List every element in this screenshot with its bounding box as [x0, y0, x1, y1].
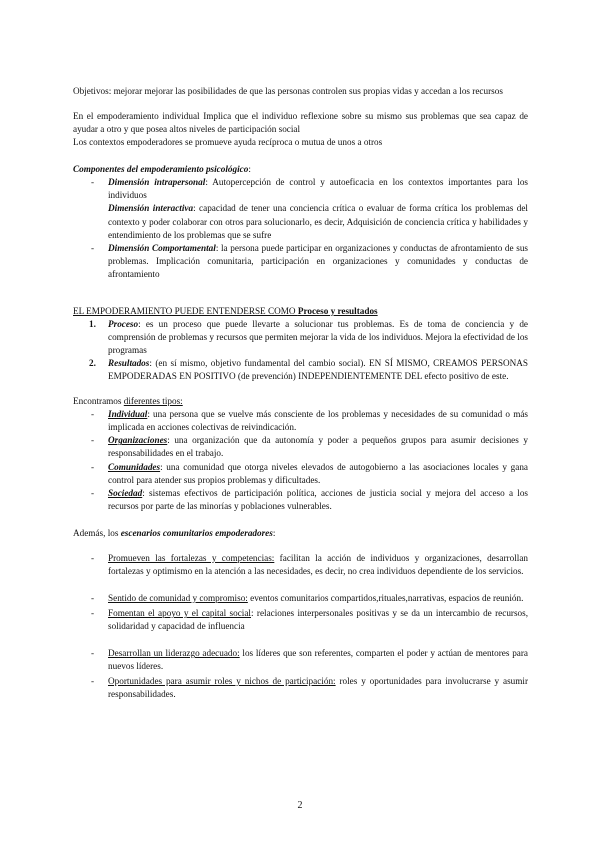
componentes-heading: Componentes del empoderamiento psicológico:: [73, 164, 251, 175]
proceso-heading: EL EMPODERAMIENTO PUEDE ENTENDERSE COMO Proceso y resultados: [73, 305, 378, 316]
list-item: - Fomentan el apoyo y el capital social: relaciones interpersonales positivas y se da un intercambio de recursos, solidaridad y capacidad de influencia: [91, 608, 529, 632]
page-number: 2: [297, 800, 303, 811]
list-item: 2. Resultados: (en sí mismo, objetivo fundamental del cambio social). EN SÍ MISMO, CREAMOS PERSONAS EMPODERADAS EN POSITIVO (de prevención) INDEPENDIENTEMENTE DEL efecto positivo de este.: [89, 358, 528, 382]
escenarios-list: [73, 552, 528, 702]
list-item: - Individual: una persona que se vuelve más consciente de los problemas y necesidades de su comunidad o más implicada en acciones colectivas de reivindicación.: [91, 409, 528, 433]
list-item: - Dimensión Comportamental: la persona puede participar en organizaciones y conductas de afrontamiento de sus problemas. Implicación comunitaria, participación en organizaciones y comunidades y conductas de afrontamiento: [91, 242, 528, 279]
componentes-list: [73, 176, 528, 281]
list-item: - Desarrollan un liderazgo adecuado: los líderes que son referentes, comparten el poder y actúan de mentores para nuevos líderes.: [91, 648, 529, 672]
proceso-list: [73, 318, 528, 383]
contextos-paragraph: Los contextos empoderadores se promueve ayuda recíproca o mutua de unos a otros: [73, 137, 383, 148]
list-item: - Dimensión intrapersonal: Autopercepción de control y autoeficacia en los contextos importantes para los individuos Dimensión interactiva: capacidad de tener una conciencia crítica o evaluar de forma crítica los problemas del contexto y poder colaborar con otros para solucionarlo, es decir, Adquisición de conciencia crítica y habilidades y entendimiento de los problemas que se sufre: [73, 176, 528, 241]
list-item: - Organizaciones: una organización que da autonomía y poder a pequeños grupos para asumir decisiones y responsabilidades en el trabajo.: [91, 435, 528, 459]
tipos-heading: Encontramos diferentes tipos:: [73, 396, 183, 407]
list-item: - Sentido de comunidad y compromiso: eventos comunitarios compartidos,rituales,narrativas, espacios de reunión.: [91, 592, 524, 603]
empoderamiento-individual-paragraph: En el empoderamiento individual Implica que el individuo reflexione sobre su mismo sus problemas que sea capaz de ayudar a otro y que posea altos niveles de participación social: [73, 111, 528, 135]
list-item: - Oportunidades para asumir roles y nichos de participación: roles y oportunidades para involucrarse y asumir responsabilidades.: [91, 676, 529, 700]
escenarios-heading: Además, los escenarios comunitarios empoderadores:: [73, 527, 276, 538]
document-body: [73, 85, 528, 715]
tipos-list: [73, 408, 528, 513]
list-item-continuation: Dimensión interactiva: capacidad de tener una conciencia crítica o evaluar de forma crítica los problemas del contexto y poder colaborar con otros para solucionarlo, es decir, Adquisición de conciencia crítica y habilidades y entendimiento de los problemas que se sufre: [108, 203, 528, 240]
list-item: - Sociedad: sistemas efectivos de participación política, acciones de justicia social y mejora del acceso a los recursos por parte de las minorías y poblaciones vulnerables.: [91, 487, 528, 511]
list-item: - Promueven las fortalezas y competencias: facilitan la acción de individuos y organizaciones, desarrollan fortalezas y optimismo en la atención a las necesidades, es decir, no crea individuos dependiente de los servicios.: [91, 552, 528, 576]
list-item: - Comunidades: una comunidad que otorga niveles elevados de autogobierno a las asociaciones locales y gana control para atender sus propios problemas y dificultades.: [91, 461, 528, 485]
list-item: 1. Proceso: es un proceso que puede llevarte a solucionar tus problemas. Es de toma de conciencia y de comprensión de problemas y recursos que permiten mejorar la vida de los individuos. Mejora la efectividad de los programas: [89, 318, 528, 355]
objetivos-paragraph: Objetivos: mejorar mejorar las posibilidades de que las personas controlen sus propias vidas y accedan a los recursos: [73, 86, 503, 96]
componentes-heading-text: Componentes del empoderamiento psicológico: [73, 164, 249, 175]
